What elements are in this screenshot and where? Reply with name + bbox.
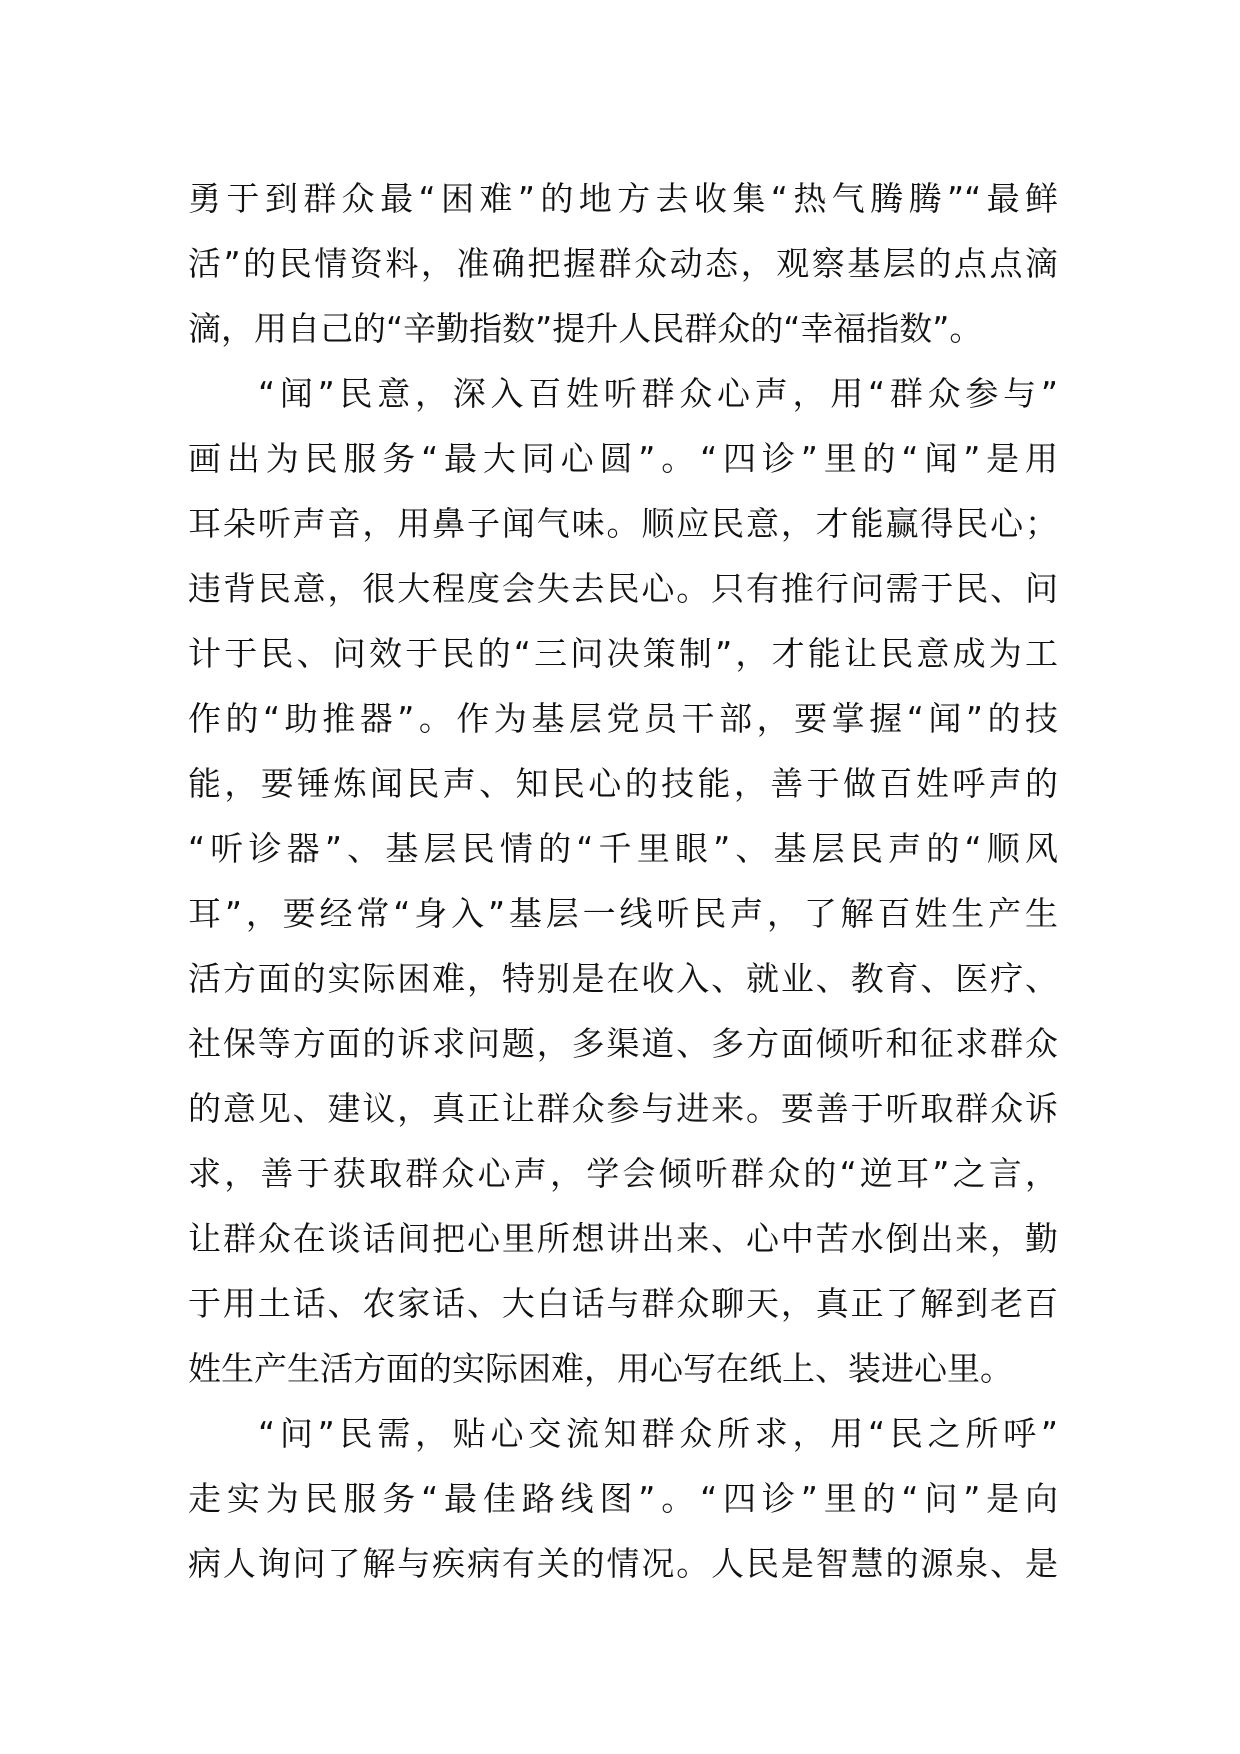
text-line: 滴，用自己的“辛勤指数”提升人民群众的“幸福指数”。: [188, 309, 983, 348]
paragraph-continuation: [188, 166, 1058, 361]
text-line: 社保等方面的诉求问题，多渠道、多方面倾听和征求群众: [188, 1024, 1058, 1063]
text-line: 活”的民情资料，准确把握群众动态，观察基层的点点滴: [188, 244, 1058, 283]
body-text: [188, 166, 1058, 1596]
text-line: 耳朵听声音，用鼻子闻气味。顺应民意，才能赢得民心；: [188, 504, 1058, 543]
text-line: 于用土话、农家话、大白话与群众聊天，真正了解到老百: [188, 1284, 1058, 1323]
paragraph-wen-listen: [188, 361, 1058, 1401]
text-line: 计于民、问效于民的“三问决策制”，才能让民意成为工: [188, 634, 1058, 673]
text-line: 耳”，要经常“身入”基层一线听民声，了解百姓生产生: [188, 894, 1058, 933]
text-line: 让群众在谈话间把心里所想讲出来、心中苦水倒出来，勤: [188, 1219, 1058, 1258]
text-line: 勇于到群众最“困难”的地方去收集“热气腾腾”“最鲜: [188, 179, 1058, 218]
text-line: 病人询问了解与疾病有关的情况。人民是智慧的源泉、是: [188, 1544, 1058, 1583]
text-line: “听诊器”、基层民情的“千里眼”、基层民声的“顺风: [188, 829, 1058, 868]
text-line: 的意见、建议，真正让群众参与进来。要善于听取群众诉: [188, 1089, 1058, 1128]
text-line: 姓生产生活方面的实际困难，用心写在纸上、装进心里。: [188, 1349, 1013, 1388]
paragraph-wen-ask: [188, 1401, 1058, 1596]
text-line: 违背民意，很大程度会失去民心。只有推行问需于民、问: [188, 569, 1058, 608]
text-line: 画出为民服务“最大同心圆”。“四诊”里的“闻”是用: [188, 439, 1058, 478]
text-line: 走实为民服务“最佳路线图”。“四诊”里的“问”是向: [188, 1479, 1058, 1518]
text-line: “闻”民意，深入百姓听群众心声，用“群众参与”: [258, 374, 1058, 413]
text-line: 活方面的实际困难，特别是在收入、就业、教育、医疗、: [188, 959, 1058, 998]
text-line: “问”民需，贴心交流知群众所求，用“民之所呼”: [258, 1414, 1058, 1453]
text-line: 能，要锤炼闻民声、知民心的技能，善于做百姓呼声的: [188, 764, 1058, 803]
text-line: 作的“助推器”。作为基层党员干部，要掌握“闻”的技: [188, 699, 1058, 738]
text-line: 求，善于获取群众心声，学会倾听群众的“逆耳”之言，: [188, 1154, 1058, 1193]
